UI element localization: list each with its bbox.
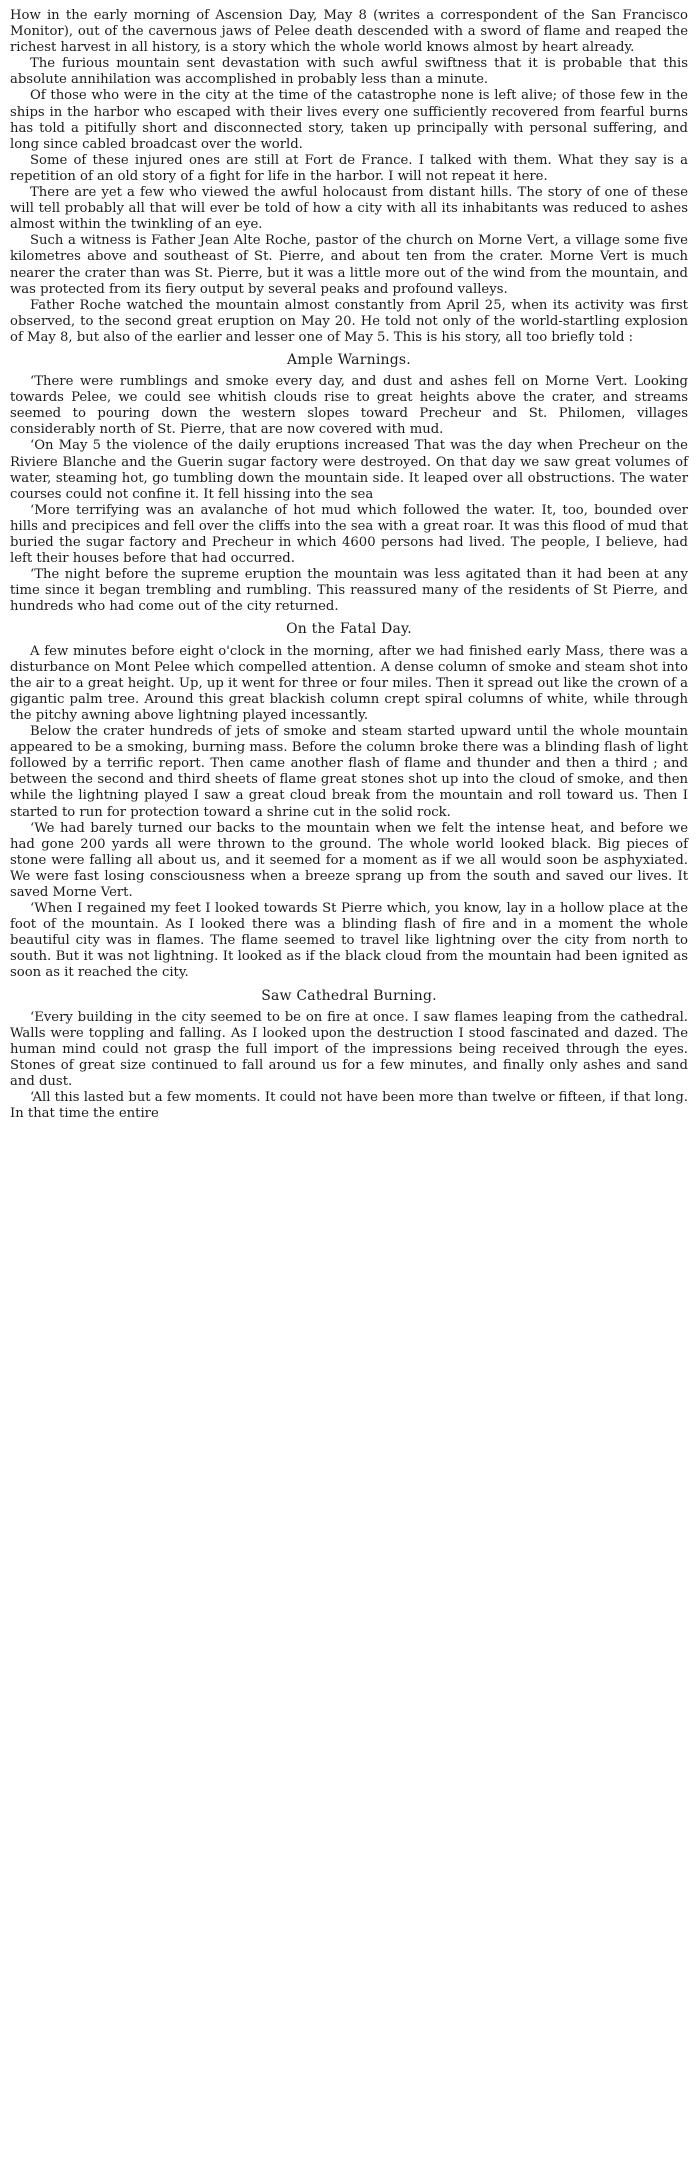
paragraph: ‘Every building in the city seemed to be on fire at once. I saw flames leaping from the cathedral. Walls were toppling and falling. As I looked upon the destruction I stood fascinated and dazed. The human mind could not grasp the full import of the impressions being received through the eyes. Stones of great size continued to fall around us for a few minutes, and finally only ashes and sand and dust. — [10, 1009, 688, 1089]
section-heading: Ample Warnings. — [287, 351, 411, 368]
paragraph: Some of these injured ones are still at Fort de France. I talked with them. What they say is a repetition of an old story of a fight for life in the harbor. I will not repeat it here. — [10, 152, 688, 184]
paragraph: ‘We had barely turned our backs to the mountain when we felt the intense heat, and before we had gone 200 yards all were thrown to the ground. The whole world looked black. Big pieces of stone were falling all about us, and it seemed for a moment as if we all would soon be asphyxiated. We were fast losing consciousness when a breeze sprang up from the south and saved our lives. It saved Morne Vert. — [10, 820, 688, 900]
paragraph: ‘On May 5 the violence of the daily eruptions increased That was the day when Precheur on the Riviere Blanche and the Guerin sugar factory were destroyed. On that day we saw great volumes of water, steaming hot, go tumbling down the mountain side. It leaped over all obstructions. The water courses could not confine it. It fell hissing into the sea — [10, 438, 688, 502]
section-cathedral-burning — [10, 988, 688, 1123]
paragraph: A few minutes before eight o'clock in the morning, after we had finished early Mass, there was a disturbance on Mont Pelee which compelled attention. A dense column of smoke and steam shot into the air to a great height. Up, up it went for three or four miles. Then it spread out like the crown of a gigantic palm tree. Around this great blackish column crept spiral columns of white, while through the pitchy awning above lightning played incessantly. — [10, 643, 689, 723]
article-intro — [10, 8, 688, 346]
section-ample-warnings — [10, 352, 688, 616]
section-heading: On the Fatal Day. — [286, 621, 412, 638]
paragraph: ‘All this lasted but a few moments. It could not have been more than twelve or fifteen, if that long. In that time the entire — [10, 1090, 688, 1122]
paragraph: ‘More terrifying was an avalanche of hot mud which followed the water. It, too, bounded over hills and precipices and fell over the cliffs into the sea with a great roar. It was this flood of mud that buried the sugar factory and Precheur in which 4600 persons had lived. The people, I believe, had left their houses before that had occurred. — [10, 502, 688, 567]
paragraph: Such a witness is Father Jean Alte Roche, pastor of the church on Morne Vert, a village some five kilometres above and southeast of St. Pierre, and about ten from the crater. Morne Vert is much nearer the crater than was St. Pierre, but it was a little more out of the wind from the mountain, and was protected from its fiery output by several peaks and profound valleys. — [10, 233, 688, 297]
paragraph: ‘When I regained my feet I looked towards St Pierre which, you know, lay in a hollow place at the foot of the mountain. As I looked there was a blinding flash of fire and in a moment the whole beautiful city was in flames. The flame seemed to travel like lightning over the city from north to south. But it was not lightning. It looked as if the black cloud from the mountain had been ignited as soon as it reached the city. — [10, 901, 688, 981]
paragraph: Of those who were in the city at the time of the catastrophe none is left alive; of those few in the ships in the harbor who escaped with their lives every one sufficiently recovered from fearful burns has told a pitifully short and disconnected story, taken up principally with personal suffering, and long since cabled broadcast over the world. — [10, 88, 688, 152]
paragraph: ‘There were rumblings and smoke every day, and dust and ashes fell on Morne Vert. Looking towards Pelee, we could see whitish clouds rise to great heights above the crater, and streams seemed to pouring down the western slopes toward Precheur and St. Philomen, villages considerably north of St. Pierre, that are now covered with mud. — [10, 374, 688, 438]
paragraph: Below the crater hundreds of jets of smoke and steam started upward until the whole mountain appeared to be a smoking, burning mass. Before the column broke there was a blinding flash of light followed by a terrific report. Then came another flash of flame and thunder and then a third ; and between the second and third sheets of flame great stones shot up into the cloud of smoke, and then while the lightning played I saw a great cloud break from the mountain and roll toward us. Then I started to run for protection toward a shrine cut in the solid rock. — [10, 724, 688, 820]
section-fatal-day — [10, 621, 688, 981]
paragraph: There are yet a few who viewed the awful holocaust from distant hills. The story of one of these will tell probably all that will ever be told of how a city with all its inhabitants was reduced to ashes almost within the twinkling of an eye. — [10, 185, 688, 233]
paragraph: Father Roche watched the mountain almost constantly from April 25, when its activity was first observed, to the second great eruption on May 20. He told not only of the world-startling explosion of May 8, but also of the earlier and lesser one of May 5. This is his story, all too briefly told : — [10, 297, 688, 345]
section-heading: Saw Cathedral Burning. — [261, 987, 437, 1004]
paragraph: ‘The night before the supreme eruption the mountain was less agitated than it had been at any time since it began trembling and rumbling. This reassured many of the residents of St Pierre, and hundreds who had come out of the city returned. — [10, 567, 688, 615]
paragraph: The furious mountain sent devastation with such awful swiftness that it is probable that this absolute annihilation was accomplished in probably less than a minute. — [10, 56, 688, 88]
paragraph: How in the early morning of Ascension Day, May 8 (writes a correspondent of the San Francisco Monitor), out of the cavernous jaws of Pelee death descended with a sword of flame and reaped the richest harvest in all history, is a story which the whole world knows almost by heart already. — [10, 8, 688, 56]
